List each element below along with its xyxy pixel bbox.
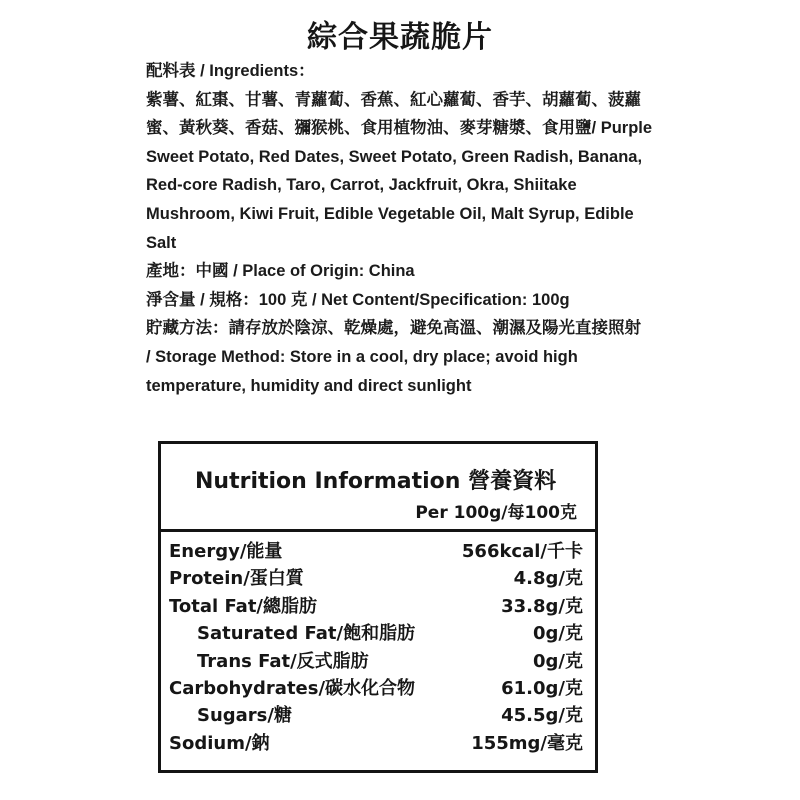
nutrition-rows <box>169 538 583 757</box>
product-title: 綜合果蔬脆片 <box>307 20 493 55</box>
nutrient-value: 0g/克 <box>533 650 583 672</box>
nutrient-name: Carbohydrates/碳水化合物 <box>169 677 416 699</box>
ingredients-heading: 配料表 / Ingredients： <box>146 62 315 80</box>
ingredients-english: Purple Sweet Potato, Red Dates, Sweet Potato, Green Radish, Banana, Red-core Radish, Taro, Carrot, Jackfruit, Okra, Shiitake Mushroom, Kiwi Fruit, Edible Vegetable Oil, Malt Syrup, Edible Salt <box>146 119 653 252</box>
nutrient-value: 155mg/毫克 <box>471 732 583 754</box>
nutrition-heading: Nutrition Information 營養資料 <box>195 469 557 494</box>
nutrition-panel <box>158 441 598 773</box>
nutrition-row-protein <box>169 565 583 592</box>
place-of-origin: 產地：中國 / Place of Origin: China <box>146 262 415 281</box>
nutrient-name: Saturated Fat/飽和脂肪 <box>197 623 416 645</box>
nutrition-row-total-fat <box>169 593 583 620</box>
ingredients-paragraph <box>146 86 666 258</box>
nutrient-name: Sugars/糖 <box>197 705 292 727</box>
serving-basis: Per 100g/每100克 <box>415 503 577 523</box>
storage-chinese: 貯藏方法：請存放於陰涼、乾燥處，避免高溫、潮濕及陽光直接照射 <box>146 319 641 338</box>
nutrition-row-trans-fat <box>169 648 583 675</box>
nutrient-value: 33.8g/克 <box>501 595 583 617</box>
nutrient-name: Energy/能量 <box>169 541 283 562</box>
nutrient-name: Sodium/鈉 <box>169 732 270 754</box>
nutrient-name: Trans Fat/反式脂肪 <box>197 650 369 672</box>
nutrient-value: 0g/克 <box>533 623 583 645</box>
storage-english: / Storage Method: Store in a cool, dry place; avoid high temperature, humidity and direct sunlight <box>146 347 578 395</box>
nutrient-name: Total Fat/總脂肪 <box>169 595 318 617</box>
nutrition-row-sodium <box>169 730 583 757</box>
label-text-block <box>146 57 666 400</box>
nutrient-name: Protein/蛋白質 <box>169 568 304 590</box>
nutrient-value: 4.8g/克 <box>513 568 583 590</box>
nutrient-value: 61.0g/克 <box>501 677 583 699</box>
ingredients-chinese: 紫薯、紅棗、甘薯、青蘿蔔、香蕉、紅心蘿蔔、香芋、胡蘿蔔、菠蘿蜜、黃秋葵、香菇、獼猴桃、食用植物油、麥芽糖漿、食用鹽/ <box>146 90 641 138</box>
nutrition-row-saturated-fat <box>169 620 583 647</box>
nutrition-row-energy <box>169 538 583 565</box>
nutrition-divider <box>161 529 595 532</box>
nutrient-value: 45.5g/克 <box>501 705 583 727</box>
net-content: 淨含量 / 規格：100 克 / Net Content/Specification: 100g <box>146 290 570 309</box>
nutrient-value: 566kcal/千卡 <box>461 541 583 562</box>
nutrition-row-carbohydrates <box>169 675 583 702</box>
nutrition-row-sugars <box>169 702 583 729</box>
